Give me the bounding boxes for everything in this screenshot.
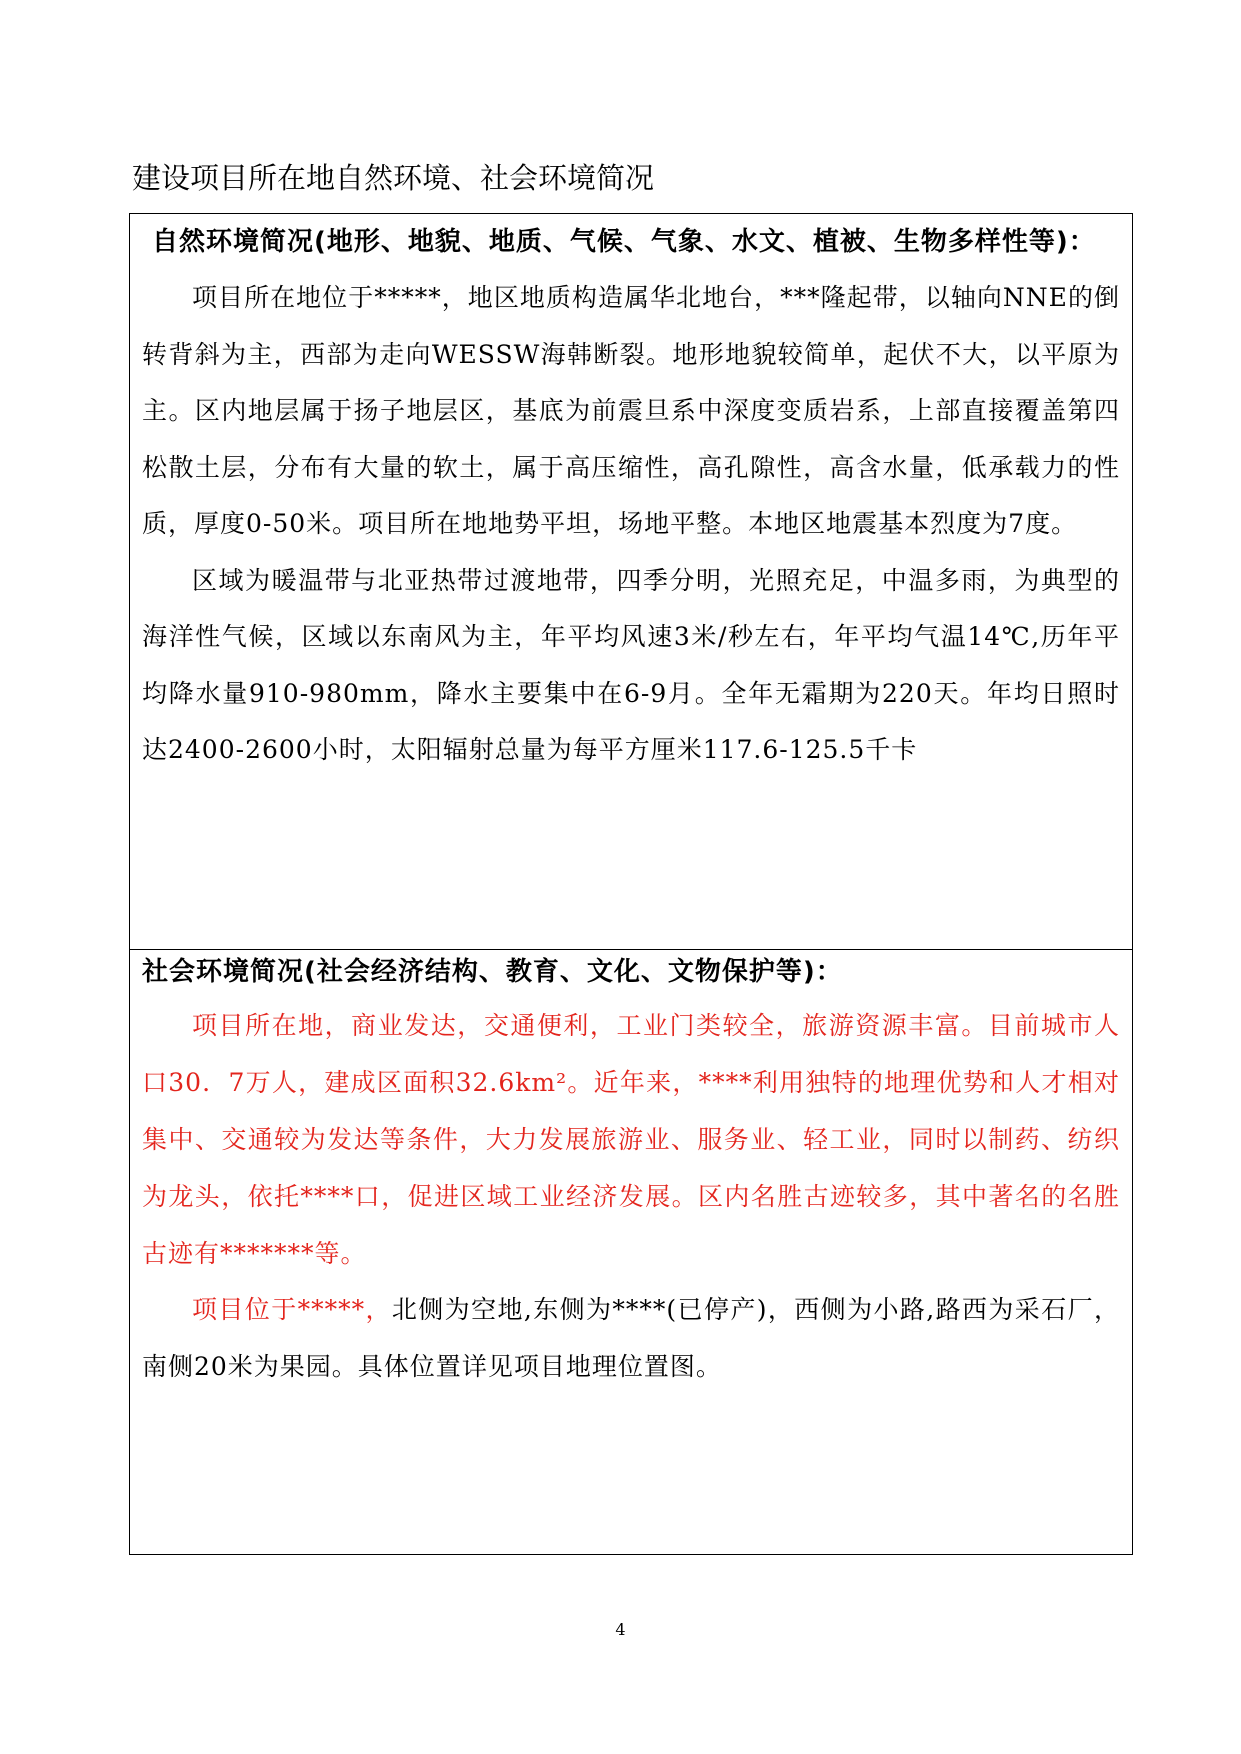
location-rest: 北侧为空地,东侧为****(已停产)，西侧为小路,路西为采石厂，南侧20米为果园。具体位置详见项目地理位置图。 (142, 1295, 1120, 1381)
social-economy-paragraph: 项目所在地，商业发达，交通便利，工业门类较全，旅游资源丰富。目前城市人口30．7万人，建成区面积32.6km²。近年来，****利用独特的地理优势和人才相对集中、交通较为发达等条件，大力发展旅游业、服务业、轻工业，同时以制药、纺织为龙头，依托****口，促进区域工业经济发展。区内名胜古迹较多，其中著名的名胜古迹有*******等。 (142, 1011, 1120, 1268)
social-environment-heading: 社会环境简况(社会经济结构、教育、文化、文物保护等)： (142, 957, 843, 987)
social-environment-cell (130, 949, 1132, 1554)
environment-table (129, 213, 1133, 1555)
page-title: 建设项目所在地自然环境、社会环境简况 (132, 161, 655, 195)
climate-paragraph: 区域为暖温带与北亚热带过渡地带，四季分明，光照充足，中温多雨，为典型的海洋性气候，区域以东南风为主，年平均风速3米/秒左右，年平均气温14℃,历年平均降水量910-980mm，降水主要集中在6-9月。全年无霜期为220天。年均日照时达2400-2600小时，太阳辐射总量为每平方厘米117.6-125.5千卡 (142, 565, 1120, 764)
natural-environment-cell (130, 214, 1132, 949)
geology-paragraph: 项目所在地位于*****，地区地质构造属华北地台，***隆起带，以轴向NNE的倒转背斜为主，西部为走向WESSW海韩断裂。地形地貌较简单，起伏不大，以平原为主。区内地层属于扬子地层区，基底为前震旦系中深度变质岩系，上部直接覆盖第四松散土层，分布有大量的软土，属于高压缩性，高孔隙性，高含水量，低承载力的性质，厚度0-50米。项目所在地地势平坦，场地平整。本地区地震基本烈度为7度。 (142, 283, 1120, 538)
location-prefix: 项目位于*****， (192, 1295, 392, 1324)
page-number: 4 (615, 1620, 626, 1639)
natural-environment-heading: 自然环境简况(地形、地貌、地质、气候、气象、水文、植被、生物多样性等)： (152, 227, 1096, 257)
location-paragraph (142, 1282, 1120, 1395)
